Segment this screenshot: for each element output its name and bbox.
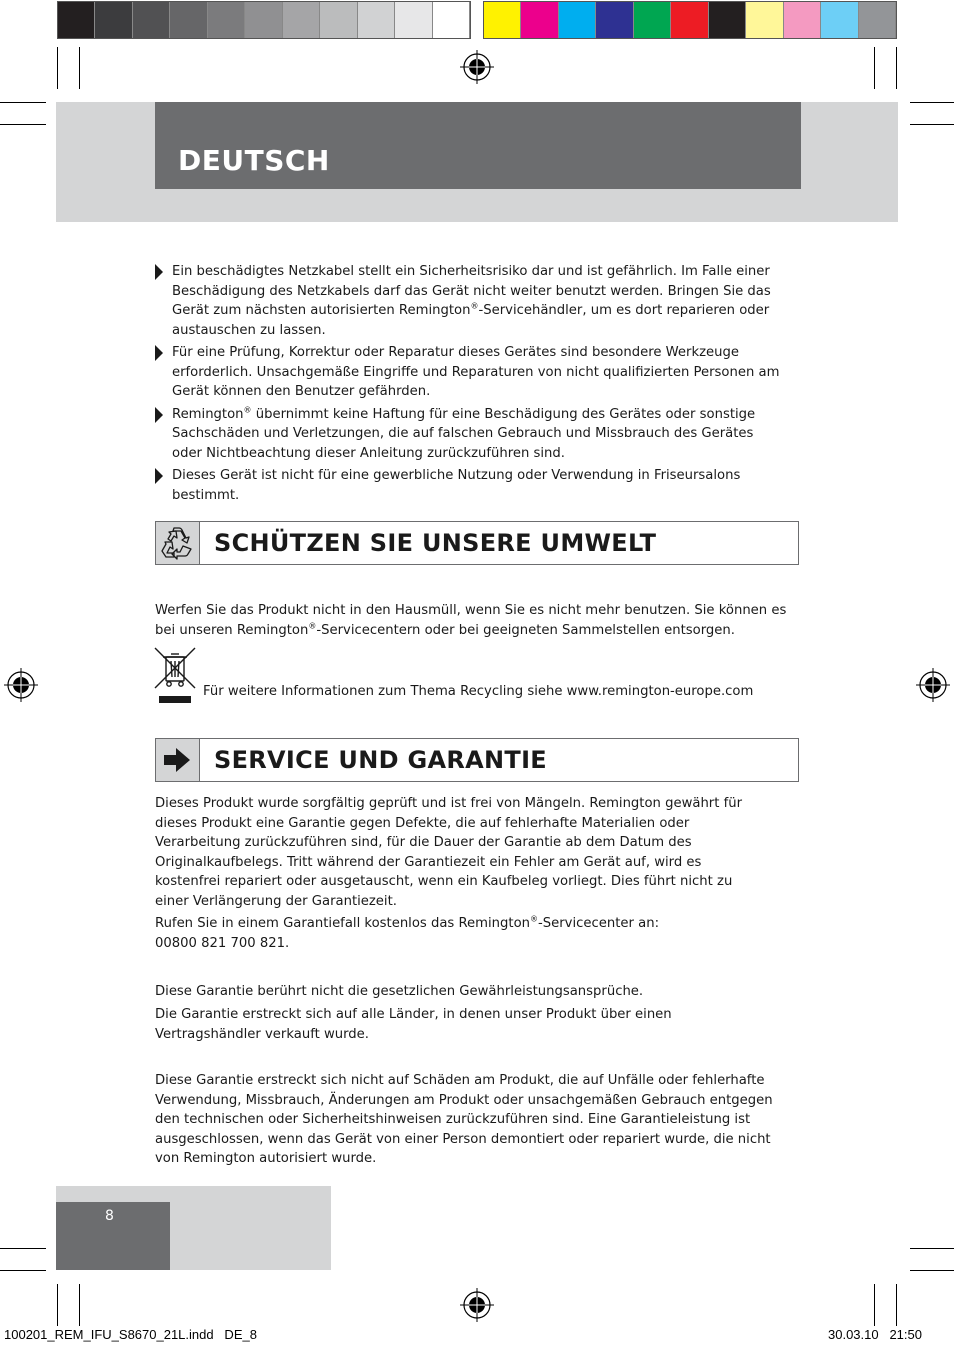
arrow-right-icon: [156, 739, 198, 781]
service-paragraph: Dieses Produkt wurde sorgfältig geprüft und ist frei von Mängeln. Remington gewährt für dieses Produkt eine Garantie gegen Defekte, die auf fehlerhafte Materialien oder Verarbeitung zurückzuführen sind, für die Dauer der Garantie ab dem Datum des Originalkaufbelegs. Tritt während der Garantiezeit ein Fehler am Gerät auf, wird es kostenfrei repariert oder ausgetauscht, wenn ein Kaufbeleg vorliegt. Dies führt nicht zu einer Verlängerung der Garantiezeit.: [155, 796, 743, 909]
crop-mark: [57, 1284, 58, 1326]
service-paragraph: Diese Garantie erstreckt sich nicht auf Schäden am Produkt, die auf Unfälle oder fehlerhafte Verwendung, Missbrauch, Änderungen am Produkt oder unsachgemäßen Gebrauch entgegen den technischen oder Sicherheitshinweisen zurückzuführen sind. Eine Garantieleistung ist ausgeschlossen, wenn das Gerät von einer Person demontiert oder repariert wurde, die nicht von Remington autorisiert wurde.: [155, 1073, 773, 1166]
crop-mark: [79, 47, 80, 89]
crop-mark: [57, 47, 58, 89]
registration-mark-icon: [460, 1288, 494, 1322]
triangle-right-icon: [155, 407, 163, 423]
color-swatch: [245, 2, 282, 38]
color-swatch: [320, 2, 357, 38]
crossed-bin-icon: [152, 645, 198, 705]
color-swatch: [821, 2, 858, 38]
crop-mark: [0, 102, 46, 103]
environment-title: SCHÜTZEN SIE UNSERE UMWELT: [214, 529, 657, 557]
crop-mark: [0, 1270, 46, 1271]
color-swatch: [208, 2, 245, 38]
color-swatch: [596, 2, 633, 38]
service-title: SERVICE UND GARANTIE: [214, 746, 547, 774]
color-swatch: [283, 2, 320, 38]
crop-mark: [79, 1284, 80, 1326]
color-swatch: [671, 2, 708, 38]
crop-mark: [0, 1248, 46, 1249]
environment-text: Werfen Sie das Produkt nicht in den Hausmüll, wenn Sie es nicht mehr benutzen. Sie können es bei unseren Remington®-Servicecentern oder bei geeigneten Sammelstellen entsorgen.: [155, 603, 787, 638]
registration-mark-icon: [460, 50, 494, 84]
crop-mark: [874, 47, 875, 89]
recycle-icon: [156, 522, 198, 564]
service-paragraph: Die Garantie erstreckt sich auf alle Länder, in denen unser Produkt über einen Vertragshändler verkauft wurde.: [155, 1007, 672, 1042]
triangle-right-icon: [155, 264, 163, 280]
crop-mark: [896, 1284, 897, 1326]
registration-mark-icon: [4, 668, 38, 702]
process-color-bar: [483, 1, 897, 39]
list-item: Für eine Prüfung, Korrektur oder Reparatur dieses Gerätes sind besondere Werkzeuge erforderlich. Unsachgemäße Eingriffe und Reparaturen von nicht qualifizierten Personen am Gerät können den Benutzer gefährden.: [155, 343, 785, 402]
color-swatch: [859, 2, 896, 38]
environment-section-header: [155, 521, 799, 565]
phone-number: 00800 821 700 821.: [155, 935, 290, 951]
recycle-icon-box: [156, 522, 200, 564]
color-swatch: [170, 2, 207, 38]
page-number: 8: [105, 1208, 114, 1224]
color-swatch: [784, 2, 821, 38]
color-swatch: [709, 2, 746, 38]
color-swatch: [746, 2, 783, 38]
color-swatch: [95, 2, 132, 38]
color-swatch: [559, 2, 596, 38]
triangle-right-icon: [155, 345, 163, 361]
file-slug: 100201_REM_IFU_S8670_21L.indd DE_8: [4, 1327, 257, 1342]
list-item: Ein beschädigtes Netzkabel stellt ein Sicherheitsrisiko dar und ist gefährlich. Im Falle einer Beschädigung des Netzkabels darf das Gerät nicht weiter benutzt werden. Bringen Sie das Gerät zum nächsten autorisierten Remington®-Servicehändler, um es dort reparieren oder austauschen zu lassen.: [155, 262, 785, 340]
color-swatch: [521, 2, 558, 38]
registration-mark-icon: [916, 668, 950, 702]
service-paragraph: Diese Garantie berührt nicht die gesetzlichen Gewährleistungsansprüche.: [155, 984, 644, 999]
page-title: DEUTSCH: [178, 144, 330, 177]
arrow-icon-box: [156, 739, 200, 781]
crop-mark: [910, 1270, 954, 1271]
list-item: Remington® übernimmt keine Haftung für eine Beschädigung des Gerätes oder sonstige Sachschäden und Verletzungen, die auf falschen Gebrauch und Missbrauch des Gerätes oder Nichtbeachtung dieser Anleitung zurückzuführen sind.: [155, 405, 785, 464]
color-swatch: [433, 2, 470, 38]
service-section-header: [155, 738, 799, 782]
crop-mark: [874, 1284, 875, 1326]
color-swatch: [634, 2, 671, 38]
crop-mark: [0, 124, 46, 125]
triangle-right-icon: [155, 468, 163, 484]
color-swatch: [58, 2, 95, 38]
safety-bullet-list: [155, 262, 785, 508]
color-swatch: [358, 2, 395, 38]
service-hotline: Rufen Sie in einem Garantiefall kostenlos das Remington®-Servicecenter an: 00800 821 700 821.: [155, 914, 660, 951]
crop-mark: [910, 102, 954, 103]
gray-color-bar: [57, 1, 471, 39]
color-swatch: [395, 2, 432, 38]
list-item: Dieses Gerät ist nicht für eine gewerbliche Nutzung oder Verwendung in Friseursalons bestimmt.: [155, 466, 785, 505]
color-swatch: [133, 2, 170, 38]
crop-mark: [896, 47, 897, 89]
recycling-info: Für weitere Informationen zum Thema Recycling siehe www.remington-europe.com: [203, 684, 754, 699]
color-swatch: [484, 2, 521, 38]
crop-mark: [910, 1248, 954, 1249]
crop-mark: [910, 124, 954, 125]
print-timestamp: 30.03.10 21:50: [828, 1327, 922, 1342]
